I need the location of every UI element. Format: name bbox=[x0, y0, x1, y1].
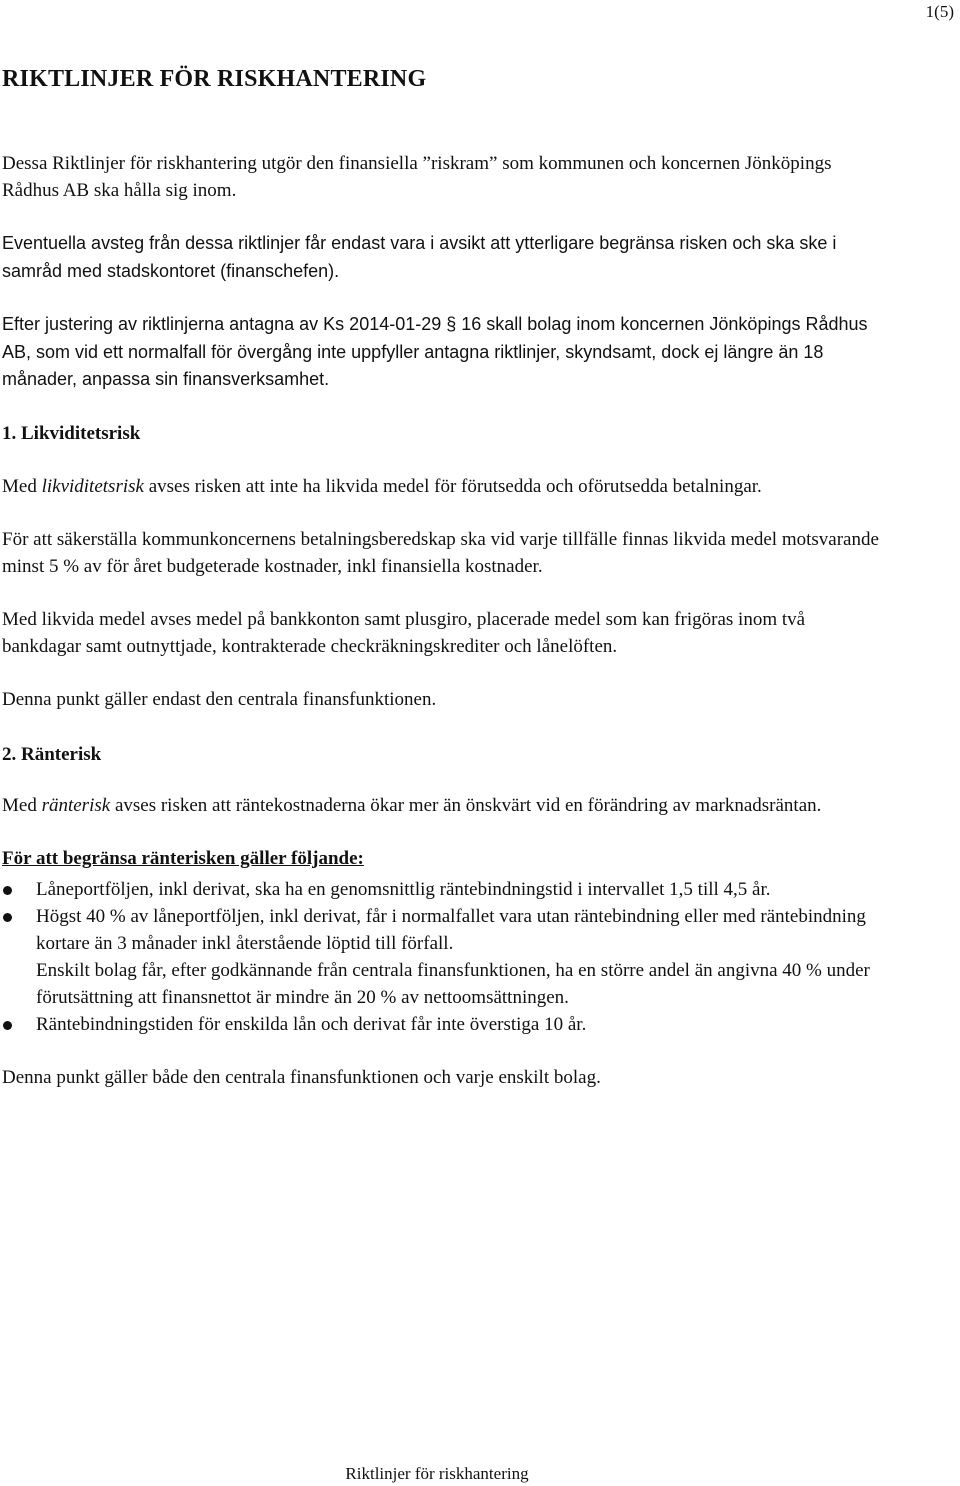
section-1-heading: 1. Likviditetsrisk bbox=[2, 422, 141, 444]
section-1-paragraph-2: Med likvida medel avses medel på bankkonton samt plusgiro, placerade medel som kan frigöras inom två bankdagar samt outnyttjade, kontrakterade checkräkningskrediter och lånelöften. bbox=[2, 608, 806, 657]
document-title: RIKTLINJER FÖR RISKHANTERING bbox=[2, 66, 427, 92]
intro-paragraph-3: Efter justering av riktlinjerna antagna av Ks 2014-01-29 § 16 skall bolag inom koncernen Jönköpings Rådhus AB, som vid ett normalfall för övergång inte uppfyller antagna riktlinjer, skyndsamt, dock ej längre än 18 månader, anpassa sin finansverksamhet. bbox=[2, 314, 868, 389]
bullet-icon bbox=[3, 886, 12, 895]
bullet-item-3 bbox=[2, 1011, 882, 1038]
intro-paragraph-1: Dessa Riktlinjer för riskhantering utgör den finansiella ”riskram” som kommunen och koncernen Jönköpings Rådhus AB ska hålla sig inom. bbox=[2, 153, 832, 201]
page-number: 1(5) bbox=[925, 2, 954, 21]
bullet-item-2 bbox=[2, 903, 882, 1011]
bullet-text: Högst 40 % av låneportföljen, inkl derivat, får i normalfallet vara utan räntebindning eller med räntebindning kortare än 3 månader inkl återstående löptid till förfall. bbox=[36, 905, 866, 954]
section-2-closing: Denna punkt gäller både den centrala finansfunktionen och varje enskilt bolag. bbox=[2, 1066, 601, 1088]
bullet-icon bbox=[3, 913, 12, 922]
bullet-list bbox=[2, 876, 882, 1038]
page-footer: Riktlinjer för riskhantering bbox=[345, 1464, 529, 1483]
intro-paragraph-2: Eventuella avsteg från dessa riktlinjer får endast vara i avsikt att ytterligare begränsa risken och ska ske i samråd med stadskontoret (finanschefen). bbox=[2, 233, 837, 281]
bullet-item-1 bbox=[2, 876, 882, 903]
definition-prefix: Med bbox=[2, 794, 42, 816]
bullet-text: Låneportföljen, inkl derivat, ska ha en genomsnittlig räntebindningstid i intervallet 1,5 till 4,5 år. bbox=[36, 878, 771, 900]
section-1-paragraph-3: Denna punkt gäller endast den centrala finansfunktionen. bbox=[2, 688, 437, 710]
section-1-paragraph-1: För att säkerställa kommunkoncernens betalningsberedskap ska vid varje tillfälle finnas likvida medel motsvarande minst 5 % av för året budgeterade kostnader, inkl finansiella kostnader. bbox=[2, 528, 879, 577]
definition-term: ränterisk bbox=[41, 794, 111, 816]
bullet-icon bbox=[3, 1021, 12, 1030]
section-2-heading: 2. Ränterisk bbox=[2, 743, 102, 765]
bullet-text: Räntebindningstiden för enskilda lån och derivat får inte överstiga 10 år. bbox=[36, 1013, 587, 1035]
definition-term: likviditetsrisk bbox=[41, 475, 144, 497]
definition-suffix: avses risken att inte ha likvida medel för förutsedda och oförutsedda betalningar. bbox=[143, 475, 762, 497]
document-body bbox=[2, 150, 882, 1117]
section-2-definition bbox=[2, 792, 882, 819]
section-2-subheading: För att begränsa ränterisken gäller följande: bbox=[2, 847, 364, 869]
bullet-extra-text: Enskilt bolag får, efter godkännande från centrala finansfunktionen, ha en större andel än angivna 40 % under förutsättning att finansnettot är mindre än 20 % av nettoomsättningen. bbox=[36, 959, 870, 1008]
section-1-definition bbox=[2, 473, 882, 500]
definition-suffix: avses risken att räntekostnaderna ökar mer än önskvärt vid en förändring av marknadsräntan. bbox=[110, 794, 822, 816]
definition-prefix: Med bbox=[2, 475, 42, 497]
